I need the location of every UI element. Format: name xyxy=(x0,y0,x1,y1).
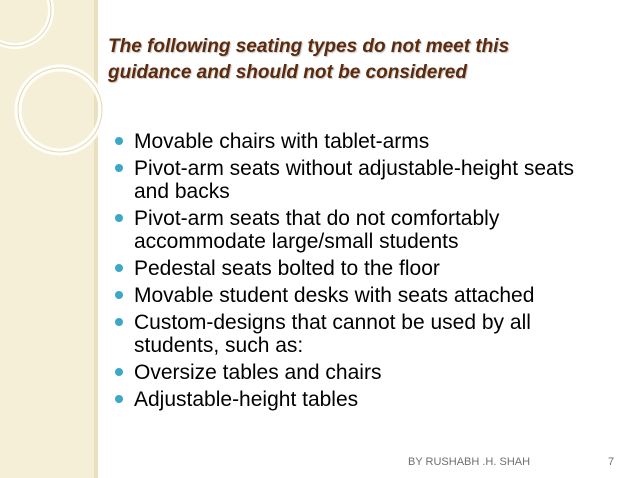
bullet-text: Pivot-arm seats without adjustable-height seats and backs xyxy=(134,157,575,203)
list-item xyxy=(114,130,614,153)
list-item xyxy=(114,388,614,411)
list-item xyxy=(114,157,614,203)
page-number: 7 xyxy=(608,456,615,468)
bullet-text: Oversize tables and chairs xyxy=(134,361,382,384)
bullet-icon xyxy=(115,291,123,299)
bullet-text: Pedestal seats bolted to the floor xyxy=(134,257,440,280)
bullet-list xyxy=(114,130,614,415)
bullet-icon xyxy=(115,318,123,326)
bullet-icon xyxy=(115,368,123,376)
bullet-icon xyxy=(115,214,123,222)
footer-author: BY RUSHABH .H. SHAH xyxy=(408,456,531,468)
bullet-icon xyxy=(115,264,123,272)
bullet-text: Pivot-arm seats that do not comfortably accommodate large/small students xyxy=(134,207,500,253)
bullet-icon xyxy=(115,164,123,172)
bullet-icon xyxy=(115,137,123,145)
title-line-1: The following seating types do not meet this xyxy=(108,36,510,57)
bullet-text: Adjustable-height tables xyxy=(134,388,359,411)
bullet-text: Movable chairs with tablet-arms xyxy=(134,130,430,153)
list-item xyxy=(114,284,614,307)
list-item xyxy=(114,361,614,384)
list-item xyxy=(114,207,614,253)
list-item xyxy=(114,311,614,357)
bullet-text: Custom-designs that cannot be used by all students, such as: xyxy=(134,311,531,357)
bullet-text: Movable student desks with seats attached xyxy=(134,284,535,307)
title-line-2: guidance and should not be considered xyxy=(108,62,467,83)
bullet-icon xyxy=(115,395,123,403)
list-item xyxy=(114,257,614,280)
slide-title xyxy=(108,34,608,86)
